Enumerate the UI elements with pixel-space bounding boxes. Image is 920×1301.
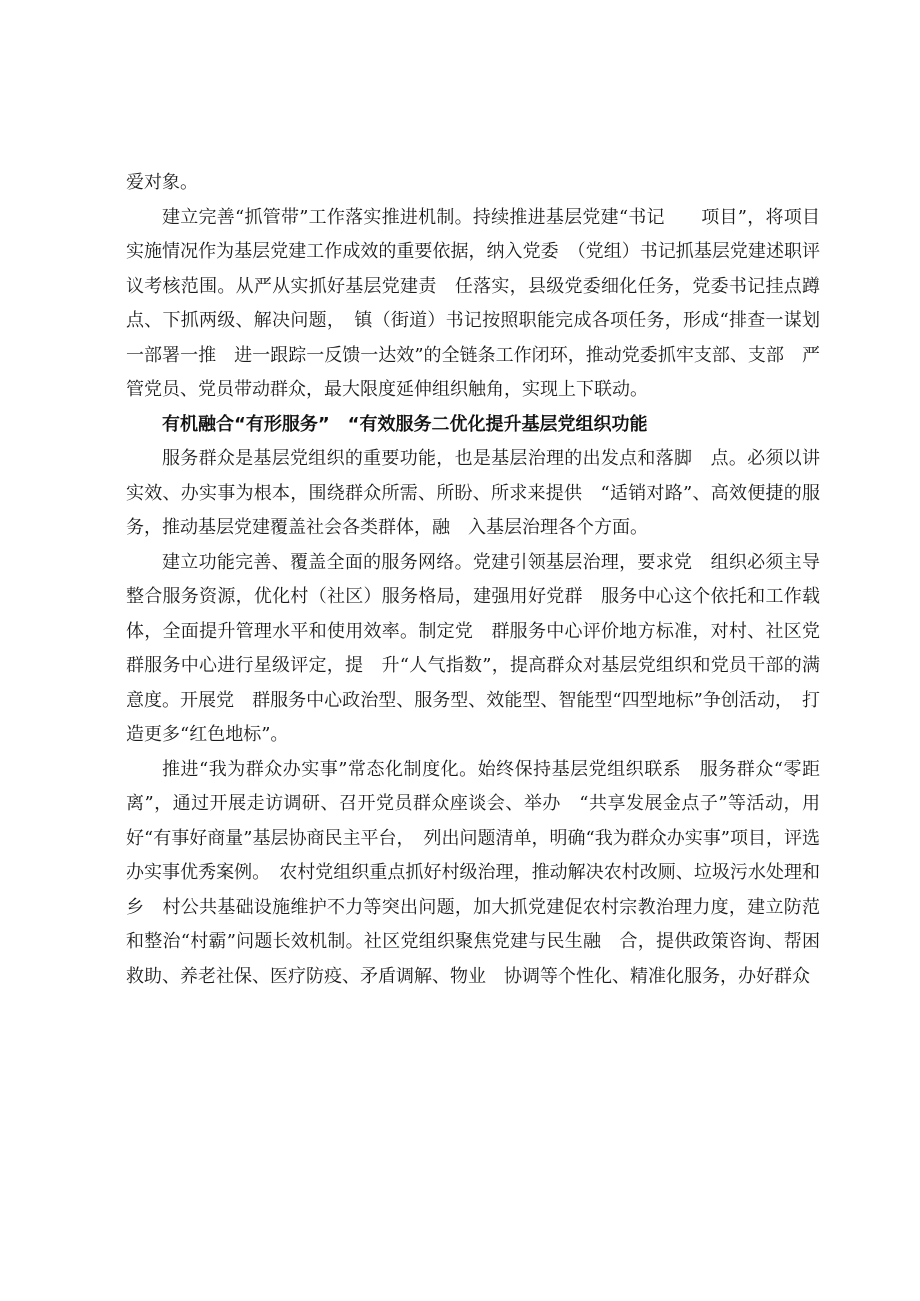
paragraph-service-intro: 服务群众是基层党组织的重要功能，也是基层治理的出发点和落脚 点。必须以讲实效、办实事为根本，围绕群众所需、所盼、所求来提供 “适销对路”、高效便捷的服务，推动基层党建覆盖社会各类群体，融 入基层治理各个方面。: [126, 448, 820, 538]
paragraph-practical-matters: 推进“我为群众办实事”常态化制度化。始终保持基层党组织联系 服务群众“零距离”，通过开展走访调研、召开党员群众座谈会、举办 “共享发展金点子”等活动，用好“有事好商量”基层协商民主平台， 列出问题清单，明确“我为群众办实事”项目，评选办实事优秀案例。 农村党组织重点抓好村级治理，推动解决农村改厕、垃圾污水处理和乡 村公共基础设施维护不力等突出问题，加大抓党建促农村宗教治理力度，建立防范和整治“村霸”问题长效机制。社区党组织聚焦党建与民生融 合，提供政策咨询、帮困救助、养老社保、医疗防疫、矛盾调解、物业 协调等个性化、精准化服务，办好群众: [126, 758, 820, 987]
paragraph-continuation: 爱对象。: [126, 172, 198, 193]
paragraph-service-network: 建立功能完善、覆盖全面的服务网络。党建引领基层治理，要求党 组织必须主导整合服务资源，优化村（社区）服务格局，建强用好党群 服务中心这个依托和工作载体，全面提升管理水平和使用效率。制定党 群服务中心评价地方标准，对村、社区党群服务中心进行星级评定，提 升“人气指数”，提高群众对基层党组织和党员干部的满意度。开展党 群服务中心政治型、服务型、效能型、智能型“四型地标”争创活动， 打造更多“红色地标”。: [126, 551, 820, 745]
section-heading: 有机融合“有形服务” “有效服务二优化提升基层党组织功能: [162, 413, 648, 435]
paragraph-mechanism: 建立完善“抓管带”工作落实推进机制。持续推进基层党建“书记 项目”，将项目实施情况作为基层党建工作成效的重要依据，纳入党委 （党组）书记抓基层党建述职评议考核范围。从严从实抓好基层党建责 任落实，县级党委细化任务，党委书记挂点蹲点、下抓两级、解决问题， 镇（街道）书记按照职能完成各项任务，形成“排查一谋划一部署一推 进一跟踪一反馈一达效”的全链条工作闭环，推动党委抓牢支部、支部 严管党员、党员带动群众，最大限度延伸组织触角，实现上下联动。: [126, 206, 820, 400]
document-body: [126, 166, 820, 994]
